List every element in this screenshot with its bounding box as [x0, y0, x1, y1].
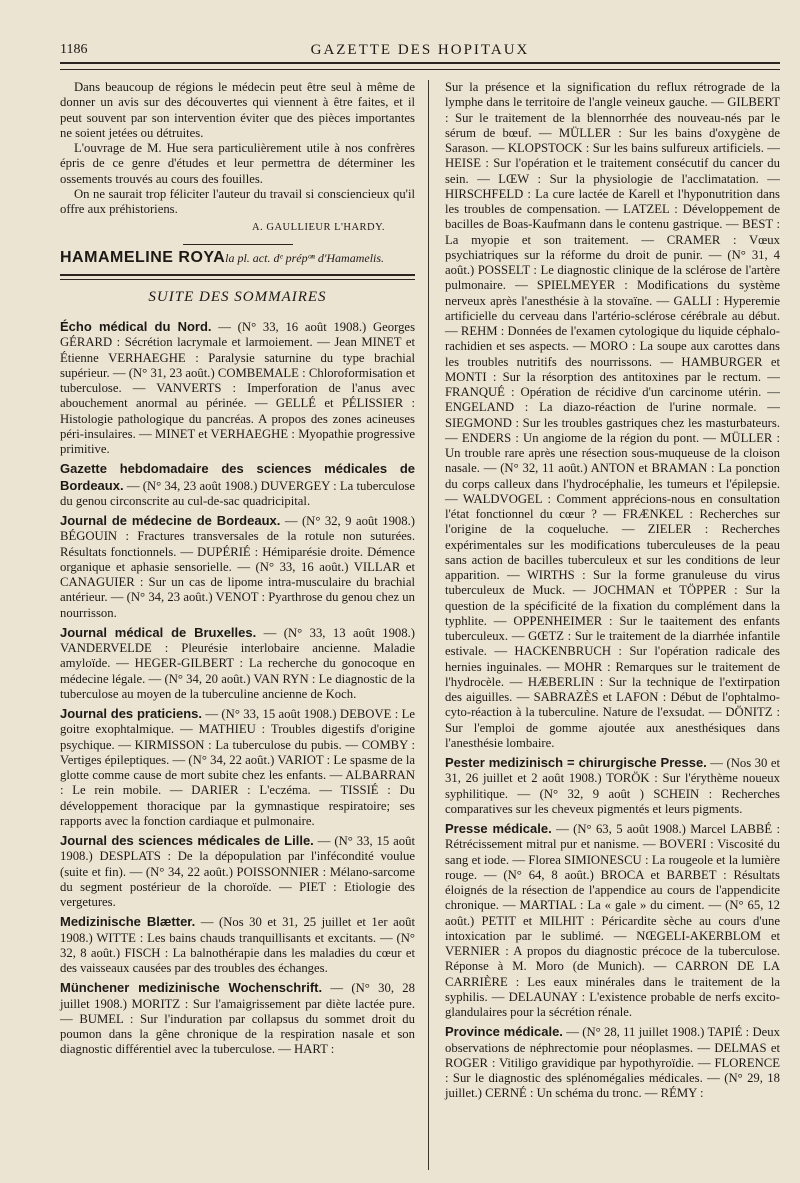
journal-title: Journal médical de Bruxelles.: [60, 624, 257, 640]
journal-title: Journal de médecine de Bordeaux.: [60, 513, 281, 528]
article-signature: A. GAULLIEUR L'HARDY.: [252, 222, 385, 234]
journal-title: Journal des praticiens.: [60, 706, 202, 721]
header-rule-secondary: [60, 69, 780, 70]
intro-paragraph: L'ouvrage de M. Hue sera particulièrement utile à nos confrères épris de ce genre d'études et leur permettra de déterminer les ossements trouvés au cours des fouilles.: [60, 141, 415, 186]
advert-brand: HAMAMELINE ROYA: [60, 248, 226, 266]
section-title: SUITE DES SOMMAIRES: [148, 288, 327, 305]
advertisement: [60, 250, 415, 266]
journal-title: Pester medizinisch = chirurgische Presse.: [445, 755, 707, 770]
summary-entry: [60, 461, 415, 509]
journal-title: Journal des sciences médicales de Lille.: [60, 833, 314, 848]
summary-entry: [60, 625, 415, 702]
entry-text: — (N° 30, 28 juillet 1908.) MORITZ : Sur l'amaigrissement par diète lactée pure. — BUMEL : Sur l'induration par collapsus du sommet droit du poumon dans la gêne chronique de la respiration nasale et son diagnostic différentiel avec la tuberculose. — HART :: [60, 981, 415, 1057]
page-header: [60, 42, 780, 60]
entry-text: — (Nos 30 et 31, 25 juillet et 1er août 1908.) WITTE : Les bains chauds tranquillisants et excitants. — (N° 32, 8 août.) FISCH : La balnothérapie dans les maladies du cœur et des vaisseaux causées par des troubles des échanges.: [60, 915, 415, 975]
journal-title: Presse médicale.: [445, 821, 552, 836]
summary-entry: [60, 319, 415, 457]
summary-entry: [60, 833, 415, 910]
entry-text: — (N° 63, 5 août 1908.) Marcel LABBÉ : Rétrécissement mitral pur et nanisme. — BOVERI : Viscosité du sang et iode. — Florea SIMIONESCU : La rougeole et la lumière rouge. — (N° 64, 8 août.) BROCA et BARBET : Résultats éloignés de la résection de l'appendice au cours de l'appendicite chronique. — MARTIAL : La « gale » du ciment. — (N° 65, 12 août.) PETIT et MILHIT : Péricardite sèche au cours d'une intoxication par le sublimé. — NŒGELI-AKERBLOM et VERNIER : A propos du diagnostic précoce de la tuberculose. Réponse à M. Moro (de Munich). — CARRON DE LA CARRIÈRE : Les eaux minérales dans le traitement de la syphilis. — DELAUNAY : L'existence probable de nerfs excito-glandulaires pour la sécrétion rénale.: [445, 822, 780, 1019]
journal-name: GAZETTE DES HOPITAUX: [310, 42, 530, 58]
column-divider: [428, 80, 429, 1170]
summary-entry: [445, 1024, 780, 1101]
summary-entry: [60, 706, 415, 829]
summary-entry: [60, 513, 415, 621]
journal-title: Écho médical du Nord.: [60, 319, 212, 334]
journal-title: Münchener medizinische Wochenschrift.: [60, 980, 323, 996]
entry-text: — (N° 32, 9 août 1908.) BÉGOUIN : Fractures transversales de la rotule non suturées. Résultats fonctionnels. — DUPÉRIÉ : Hémiparésie droite. Démence organique et aphasie sensorielle. — (N° 33, 16 août.) VILLAR et CANAGUIER : Sur un cas de lipome intra-musculaire du brachial antérieur. — (N° 34, 23 août.) VENOT : Pyarthrose du genou chez un nourrisson.: [60, 514, 416, 620]
journal-title: Province médicale.: [445, 1024, 563, 1040]
entry-text: — (Nos 30 et 31, 26 juillet et 2 août 1908.) TORÖK : Sur l'érythème noueux syphilitique. — (N° 32, 9 août ) SCHEIN : Recherches comparatives sur les cheveux pigmentés et leurs pigments.: [445, 756, 780, 816]
journal-title: Gazette hebdomadaire des sciences médicales de Bordeaux.: [60, 461, 415, 493]
journal-title: Medizinische Blætter.: [60, 914, 196, 930]
intro-paragraph: On ne saurait trop féliciter l'auteur du travail si consciencieux qu'il offre aux préhistoriens.: [60, 186, 415, 216]
summary-entry: [445, 755, 780, 817]
short-divider: [183, 244, 293, 245]
summary-entry: [60, 914, 415, 976]
right-column: [445, 80, 780, 1106]
entry-text: — (N° 28, 11 juillet 1908.) TAPIÉ : Deux observations de néphrectomie pour néoplasmes. — DELMAS et ROGER : Vitiligo gravidique par hypothyroïdie. — FLORENCE : Sur le diagnostic des splénomégalies médicales. — (N° 29, 18 juillet.) CERNÉ : Un schéma du tronc. — RÉMY :: [445, 1025, 780, 1101]
left-column: [60, 80, 415, 1062]
advert-description: la pl. act. dᵉ prépᵒⁿ d'Hamamelis.: [225, 250, 385, 265]
summary-entry: [60, 980, 415, 1057]
entry-text: — (N° 33, 15 août 1908.) DESPLATS : De la dépopulation par l'infécondité voulue (suite et fin). — (N° 34, 22 août.) POISSONNIER : Mélano-sarcome du segment postérieur de la choroïde. — PIET : Etiologie des vergetures.: [60, 834, 416, 909]
summary-entry: [445, 821, 780, 1020]
entry-text: — (N° 34, 23 août 1908.) DUVERGEY : La tuberculose du genou circonscrite au cul-de-sac quadricipital.: [60, 478, 415, 508]
entry-text: — (N° 33, 16 août 1908.) Georges GÉRARD : Sécrétion lacrymale et larmoiement. — Jean MINET et Étienne VERHAEGHE : Paralysie saturnine du type brachial supérieur. — (N° 31, 23 août.) COMBEMALE : Chloroformisation et tuberculose. — VANVERTS : Imperforation de l'anus avec abouchement anormal au périnée. — GELLÉ et PÉLISSIER : Histologie pathologique du pancréas. A propos des zones acineuses péri-insulaires. — MINET et VERHAEGHE : Myopathie progressive primitive.: [60, 320, 416, 456]
intro-paragraph: Dans beaucoup de régions le médecin peut être seul à même de donner un avis sur des découvertes qui viennent à être faites, et il peut souvent par son intervention éviter que des pièces importantes ne soient jetées ou détruites.: [60, 80, 415, 140]
entry-text: — (N° 33, 15 août 1908.) DEBOVE : Le goitre exophtalmique. — MATHIEU : Troubles digestifs d'origine psychique. — KIRMISSON : La tuberculose du pubis. — COMBY : Vertiges épileptiques. — (N° 34, 22 août.) VARIOT : Le spasme de la glotte comme cause de mort subite chez les enfants. — ALBARRAN : Le rein mobile. — DARIER : L'eczéma. — TISSIÉ : Du développement thoracique par la gymnastique respiratoire; ses rapports avec la fonction cardiaque et pulmonaire.: [60, 707, 415, 828]
page-number: 1186: [60, 42, 88, 57]
entry-text: — (N° 33, 13 août 1908.) VANDERVELDE : Pleurésie interlobaire ancienne. Maladie amyloïde. — HEGER-GILBERT : La recherche du gonocoque en médecine légale. — (N° 34, 20 août.) VAN RYN : Le diagnostic de la tuberculose au moyen de la tuberculine ancienne de Koch.: [60, 625, 416, 701]
header-rule: [60, 62, 780, 64]
section-divider: [60, 274, 415, 280]
continued-entry: Sur la présence et la signification du reflux rétrograde de la lymphe dans le territoire de l'angle veineux gauche. — GILBERT : Sur le traitement de la blennorrhée des nouveau-nés par le sérum de bœuf. — MÜLLER : Sur les bains d'oxygène de Sarason. — KLOPSTOCK : Sur les bains sulfureux artificiels. — HEISE : Sur l'opération et le traitement consécutif du cancer du sein. — LŒW : Sur la physiologie de l'acclimatation. — HIRSCHFELD : La cure lactée de Karell et l'hyponutrition dans les troubles de compensation. — LATZEL : Développement de bacilles de Boas-Kaufmann dans le contenu gastrique. — BEST : La myopie et son traitement. — CRAMER : Vœux psychiatriques sur la réforme du droit de punir. — (N° 31, 4 août.) POSSELT : Le diagnostic clinique de la sclérose de l'artère pulmonaire. — SPIELMEYER : Modifications du système nerveux après l'anesthésie à la stovaïne. — GALLI : Hyperemie artificielle du cerveau dans l'artério-sclérose cérébrale au début. — REHM : Données de l'examen cytologique du liquide céphalo-rachidien et ses aspects. — MORO : La soupe aux carottes dans les troubles nutritifs des nourrissons. — HAMBURGER et MONTI : Sur la résorption des antitoxines par le rectum. — FRANQUÉ : Opération de récidive d'un carcinome utérin. — ENGELAND : La diazo-réaction de l'urine normale. — SIEGMOND : Sur les troubles gastriques chez les masturbateurs. — ENDERS : Un angiome de la région du pont. — MÜLLER : Un trouble rare après une résection sous-muqueuse de la cloison nasale. — (N° 32, 11 août.) ANTON et BRAMAN : La ponction du corps calleux dans l'hydrocéphalie, les tumeurs et l'épilepsie. — WALDVOGEL : Comment apprécions-nous en consultation l'état fonctionnel du cœur ? — FRÆNKEL : Recherches sur l'origine de la coqueluche. — ZIELER : Recherches expérimentales sur les modifications tuberculeuses de la peau sans action de bacilles tuberculeux et sur les conditions de leur apparition. — WIRTHS : Sur la forme granuleuse du virus tuberculeux de Muck. — JOCHMAN et TÖPPER : Sur la question de la spécificité de la fixation du complément dans la typhlite. — OPPENHEIMER : Sur le taaitement des enfants tuberculeux. — GŒTZ : Sur le traitement de la diarrhée infantile estivale. — HACKENBRUCH : Sur l'opération radicale des hernies inguinales. — MOHR : Remarques sur le traitement de l'hydrocèle. — HÆBERLIN : Sur la technique de l'extirpation des aiguilles. — SABRAZÈS et LAFON : Début de l'ophtalmo-cyto-réaction à la tuberculine. Nature de l'exsudat. — DÖNITZ : Sur l'emploi de gomme ajoutée aux anesthésiques dans l'anesthésie lombaire.: [445, 80, 780, 750]
